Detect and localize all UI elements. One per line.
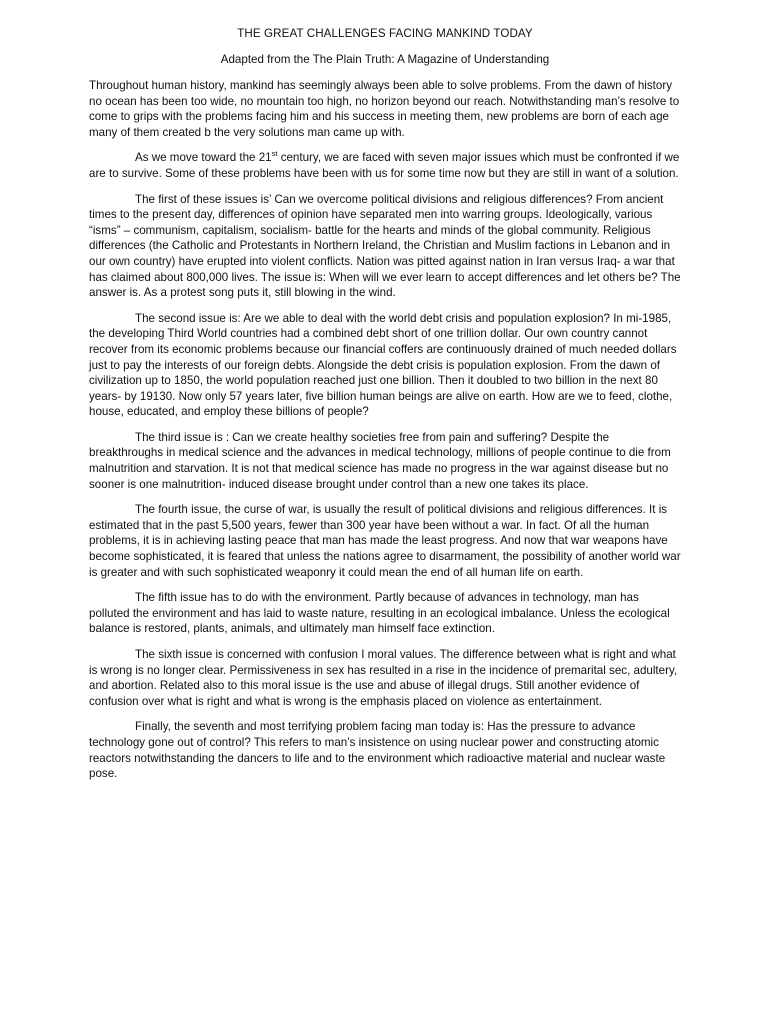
paragraph-second-issue: The second issue is: Are we able to deal with the world debt crisis and population explosion? In mi-1985, the developing Third World countries had a combined debt short of one trillion dollar. Our own country cannot recover from its economic problems because our financial coffers are continuously drained of much needed dollars just to pay the interests of our foreign debts. Alongside the debt crisis is population explosion. From the dawn of civilization up to 1850, the world population reached just one billion. Then it doubled to two billion in the next 80 years- by 19130. Now only 57 years later, five billion human beings are alive on earth. How are we to feed, clothe, house, educated, and employ these billions of people? (89, 311, 677, 419)
paragraph-fifth-issue: The fifth issue has to do with the environment. Partly because of advances in technology, man has polluted the environment and has laid to waste nature, resulting in an ecological imbalance. Unless the ecological balance is restored, plants, animals, and ultimately man himself face extinction. (89, 591, 670, 636)
paragraph-seven-issues (89, 150, 681, 181)
paragraph-first-issue: The first of these issues is’ Can we overcome political divisions and religious differences? From ancient times to the present day, differences of opinion have separated men into warring groups. Ideologically, various “isms” – communism, capitalism, socialism- battle for the hearts and minds of the global community. Religious differences (the Catholic and Protestants in Northern Ireland, the Christian and Muslim factions in Lebanon and in our own country) have erupted into violent conflicts. Nation was pitted against nation in Iran versus Iraq- a war that has claimed about 800,000 lives. The issue is: When will we ever learn to accept differences and let others be? The answer is. As a protest song puts it, still blowing in the wind. (89, 192, 681, 300)
document-title: THE GREAT CHALLENGES FACING MANKIND TODAY (237, 27, 533, 40)
paragraph-seventh-issue: Finally, the seventh and most terrifying problem facing man today is: Has the pressure to advance technology gone out of control? This refers to man’s insistence on using nuclear power and constructing atomic reactors notwithstanding the dancers to life and to the environment which radioactive material and nuclear waste pose. (89, 720, 666, 781)
paragraph-fourth-issue: The fourth issue, the curse of war, is usually the result of political divisions and religious differences. It is estimated that in the past 5,500 years, fewer than 300 year have been without a war. In fact. Of all the human problems, it is in achieving lasting peace that man has made the least progress. And now that war weapons have become sophisticated, it is feared that unless the nations agree to disarmament, the possibility of another world war is greater and with such sophisticated weaponry it could mean the end of all human life on earth. (89, 503, 681, 579)
document-page (89, 26, 681, 792)
document-subtitle: Adapted from the The Plain Truth: A Magazine of Understanding (220, 53, 550, 66)
paragraph-intro: Throughout human history, mankind has seemingly always been able to solve problems. From the dawn of history no ocean has been too wide, no mountain too high, no horizon beyond our reach. Notwithstanding man’s resolve to come to grips with the problems facing him and his success in meeting them, new problems are born of each age many of them created b the very solutions man came up with. (89, 79, 680, 139)
paragraph-seven-issues-text-b: century, we are faced with seven major issues which must be confronted if we are to survive. Some of these problems have been with us for some time now but they are still in want of a solution. (89, 151, 680, 180)
paragraph-sixth-issue: The sixth issue is concerned with confusion I moral values. The difference between what is right and what is wrong is no longer clear. Permissiveness in sex has resulted in a rise in the incidence of premarital sec, adultery, and abortion. Related also to this moral issue is the use and abuse of illegal drugs. Still another evidence of confusion over what is right and what is wrong is the emphasis placed on violence as entertainment. (89, 648, 678, 708)
document-body (89, 78, 681, 782)
paragraph-third-issue: The third issue is : Can we create healthy societies free from pain and suffering? Despite the breakthroughs in medical science and the advances in medical technology, millions of people continue to die from malnutrition and starvation. It is not that medical science has made no progress in the war against disease but no sooner is one malnutrition- induced disease brought under control than a new one takes its place. (89, 430, 671, 491)
ordinal-suffix: st (271, 149, 278, 159)
paragraph-seven-issues-text-a: As we move toward the 21 (135, 151, 272, 165)
